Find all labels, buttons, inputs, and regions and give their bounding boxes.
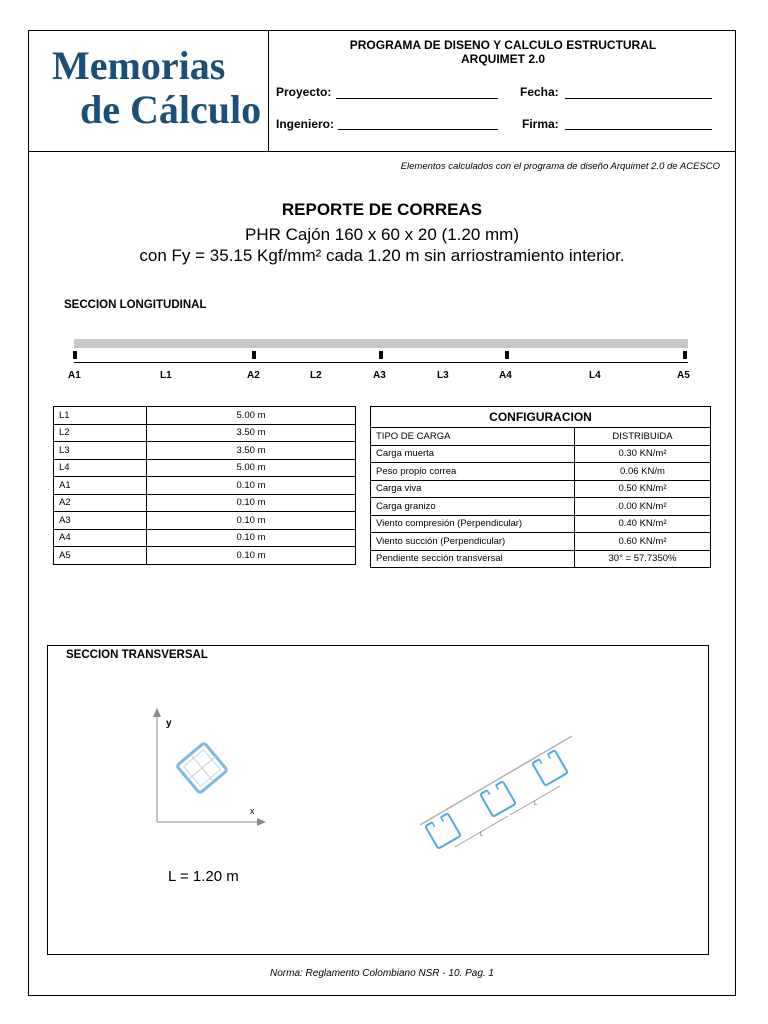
program-title	[270, 38, 736, 66]
dim-name: A5	[54, 547, 147, 565]
table-row	[54, 512, 356, 530]
config-value: 0.60 KN/m²	[575, 533, 711, 551]
header-divider-bottom	[28, 151, 736, 152]
firma-label: Firma:	[522, 117, 559, 131]
support-label-a2: A2	[247, 370, 260, 381]
firma-field[interactable]	[565, 129, 712, 130]
table-row	[54, 547, 356, 565]
table-row	[371, 550, 711, 568]
longitudinal-section-title: SECCION LONGITUDINAL	[64, 299, 207, 311]
configuration-table	[370, 406, 711, 568]
table-row	[54, 442, 356, 460]
spacing-label-1: L	[480, 832, 484, 838]
dim-value: 5.00 m	[147, 459, 356, 477]
support-label-a4: A4	[499, 370, 512, 381]
program-title-line2: ARQUIMET 2.0	[460, 52, 545, 66]
config-value: 30° = 57.7350%	[575, 550, 711, 568]
ingeniero-label: Ingeniero:	[276, 117, 335, 131]
dim-name: L3	[54, 442, 147, 460]
table-row	[54, 494, 356, 512]
config-label: Carga viva	[371, 480, 575, 498]
configuration-title: CONFIGURACION	[371, 407, 711, 428]
config-label: Pendiente sección transversal	[371, 550, 575, 568]
table-row	[371, 480, 711, 498]
fecha-field[interactable]	[565, 98, 712, 99]
dim-value: 0.10 m	[147, 529, 356, 547]
table-row	[371, 498, 711, 516]
config-label: Viento compresión (Perpendicular)	[371, 515, 575, 533]
support-label-a3: A3	[373, 370, 386, 381]
dim-name: A3	[54, 512, 147, 530]
support-label-a5: A5	[677, 370, 690, 381]
support-tick-a5	[683, 351, 687, 359]
report-spec: con Fy = 35.15 Kgf/mm² cada 1.20 m sin arriostramiento interior.	[139, 246, 625, 265]
dim-name: L4	[54, 459, 147, 477]
header-divider-vertical	[268, 30, 269, 152]
spacing-length: L = 1.20 m	[168, 868, 239, 885]
table-header-row	[371, 407, 711, 428]
y-axis-arrow	[153, 708, 161, 717]
dim-value: 0.10 m	[147, 477, 356, 495]
dim-name: A4	[54, 529, 147, 547]
dim-value: 3.50 m	[147, 442, 356, 460]
span-label-l4: L4	[589, 370, 601, 381]
fecha-label: Fecha:	[520, 85, 559, 99]
report-profile: PHR Cajón 160 x 60 x 20 (1.20 mm)	[244, 225, 519, 244]
support-tick-a3	[379, 351, 383, 359]
span-label-l2: L2	[310, 370, 322, 381]
table-row	[371, 515, 711, 533]
table-row	[54, 407, 356, 425]
support-tick-a1	[73, 351, 77, 359]
logo-line1: Memorias	[52, 43, 226, 88]
dim-value: 3.50 m	[147, 424, 356, 442]
config-value: 0.30 KN/m²	[575, 445, 711, 463]
proyecto-label: Proyecto:	[276, 85, 332, 99]
program-title-line1: PROGRAMA DE DISENO Y CALCULO ESTRUCTURAL	[349, 38, 657, 52]
config-value: 0.00 KN/m²	[575, 498, 711, 516]
table-row	[54, 459, 356, 477]
config-value: 0.40 KN/m²	[575, 515, 711, 533]
x-axis-arrow	[257, 818, 266, 826]
table-row	[54, 424, 356, 442]
table-row	[371, 533, 711, 551]
axis-label-x: x	[250, 806, 255, 816]
beam-axis-line	[74, 362, 688, 363]
footer-norma: Norma: Reglamento Colombiano NSR - 10. Pag. 1	[270, 968, 494, 979]
config-label: Peso propio correa	[371, 463, 575, 481]
report-title: REPORTE DE CORREAS	[281, 200, 483, 219]
roof-slope-line	[420, 736, 572, 825]
span-label-l3: L3	[437, 370, 449, 381]
section-axes-diagram	[140, 700, 280, 840]
support-tick-a4	[505, 351, 509, 359]
support-label-a1: A1	[68, 370, 81, 381]
credit-note: Elementos calculados con el programa de diseño Arquimet 2.0 de ACESCO	[400, 161, 720, 172]
proyecto-field[interactable]	[336, 98, 498, 99]
config-value: 0.06 KN/m	[575, 463, 711, 481]
config-value: DISTRIBUIDA	[575, 428, 711, 446]
table-row	[371, 463, 711, 481]
table-row	[54, 477, 356, 495]
transversal-section-title: SECCION TRANSVERSAL	[66, 649, 208, 661]
dim-value: 0.10 m	[147, 547, 356, 565]
dim-value: 0.10 m	[147, 512, 356, 530]
config-label: Carga granizo	[371, 498, 575, 516]
table-row	[371, 428, 711, 446]
dim-value: 0.10 m	[147, 494, 356, 512]
purlin-roof-diagram	[410, 730, 590, 860]
dimensions-table	[53, 406, 356, 565]
config-label: Carga muerta	[371, 445, 575, 463]
span-label-l1: L1	[160, 370, 172, 381]
config-label: Viento succión (Perpendicular)	[371, 533, 575, 551]
axis-label-y: y	[166, 718, 172, 729]
box-section-rotated	[177, 743, 228, 794]
support-tick-a2	[252, 351, 256, 359]
dim-name: A1	[54, 477, 147, 495]
table-row	[54, 529, 356, 547]
spacing-label-2: L	[534, 801, 538, 807]
dim-name: A2	[54, 494, 147, 512]
beam-bar	[74, 339, 688, 348]
ingeniero-field[interactable]	[338, 129, 498, 130]
dim-name: L1	[54, 407, 147, 425]
table-row	[371, 445, 711, 463]
logo-line2: de Cálculo	[80, 87, 262, 132]
config-value: 0.50 KN/m²	[575, 480, 711, 498]
dim-value: 5.00 m	[147, 407, 356, 425]
config-label: TIPO DE CARGA	[371, 428, 575, 446]
dim-name: L2	[54, 424, 147, 442]
